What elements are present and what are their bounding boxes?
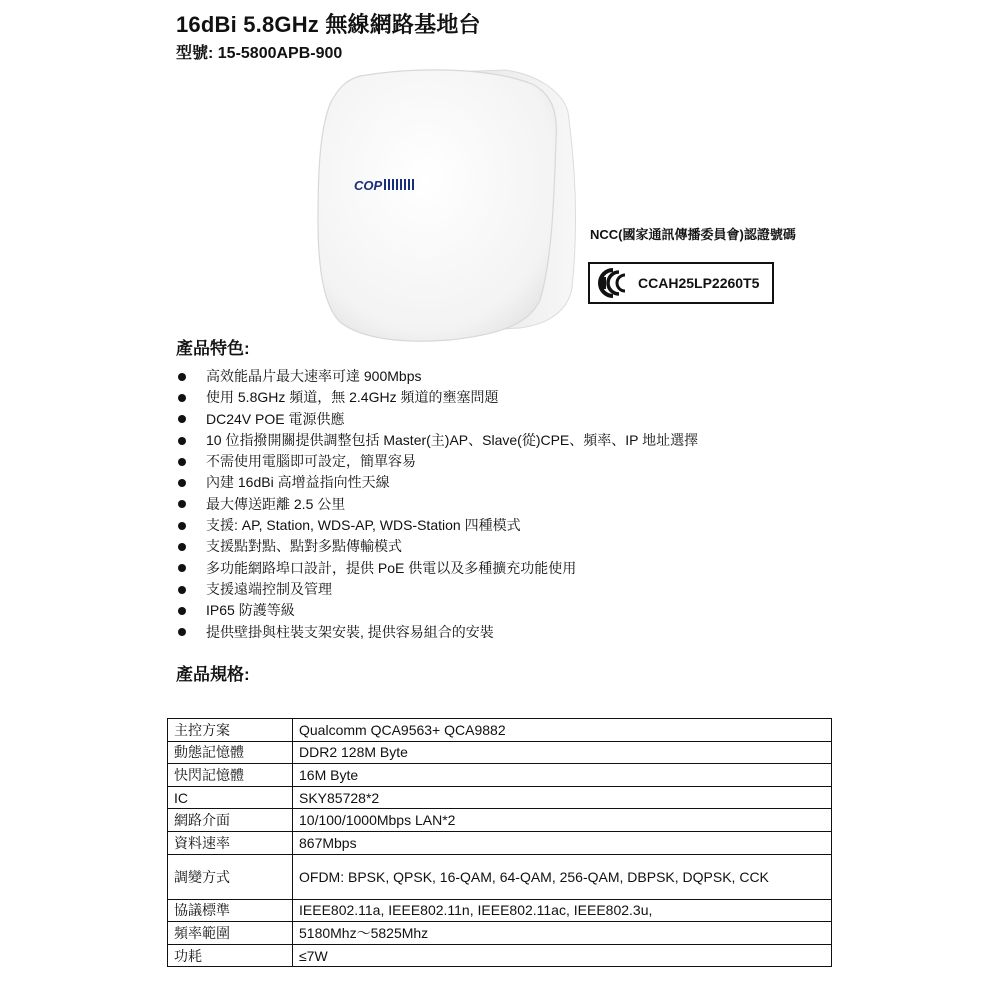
model-number: 型號: 15-5800APB-900 (176, 45, 343, 62)
spec-value: ≤7W (293, 944, 832, 967)
ncc-logo-icon (594, 266, 634, 300)
table-row (168, 764, 832, 787)
spec-value: Qualcomm QCA9563+ QCA9882 (293, 719, 832, 742)
list-item: 使用 5.8GHz 頻道，無 2.4GHz 頻道的壅塞問題 (176, 387, 698, 408)
spec-key: IC (168, 786, 293, 809)
list-item: 最大傳送距離 2.5 公里 (176, 494, 698, 515)
svg-text:COP: COP (354, 178, 383, 193)
spec-key: 快閃記憶體 (168, 764, 293, 787)
table-row (168, 719, 832, 742)
list-item: DC24V POE 電源供應 (176, 409, 698, 430)
features-list (176, 366, 698, 643)
list-item: 10 位指撥開關提供調整包括 Master(主)AP、Slave(從)CPE、頻率、IP 地址選擇 (176, 430, 698, 451)
bullet-icon (178, 543, 186, 551)
spec-value: SKY85728*2 (293, 786, 832, 809)
bullet-icon (178, 522, 186, 530)
bullet-icon (178, 564, 186, 572)
spec-value: 867Mbps (293, 831, 832, 854)
access-point-device-image (300, 60, 590, 350)
table-row (168, 831, 832, 854)
spec-key: 頻率範圍 (168, 922, 293, 945)
spec-key: 網路介面 (168, 809, 293, 832)
ncc-certificate-box (588, 262, 774, 304)
spec-value: 10/100/1000Mbps LAN*2 (293, 809, 832, 832)
bullet-icon (178, 479, 186, 487)
ncc-code: CCAH25LP2260T5 (638, 275, 760, 291)
list-item: 不需使用電腦即可設定，簡單容易 (176, 451, 698, 472)
ncc-label: NCC(國家通訊傳播委員會)認證號碼 (590, 227, 796, 242)
bullet-icon (178, 500, 186, 508)
table-row (168, 786, 832, 809)
spec-value: IEEE802.11a, IEEE802.11n, IEEE802.11ac, IEEE802.3u, (293, 899, 832, 922)
table-row (168, 854, 832, 899)
bullet-icon (178, 415, 186, 423)
spec-value: OFDM: BPSK, QPSK, 16-QAM, 64-QAM, 256-QAM, DBPSK, DQPSK, CCK (293, 854, 832, 899)
table-row (168, 944, 832, 967)
list-item: 高效能晶片最大速率可達 900Mbps (176, 366, 698, 387)
list-item: 內建 16dBi 高增益指向性天線 (176, 472, 698, 493)
bullet-icon (178, 437, 186, 445)
table-row (168, 899, 832, 922)
page-title: 16dBi 5.8GHz 無線網路基地台 (176, 12, 481, 37)
spec-value: 16M Byte (293, 764, 832, 787)
spec-key: 調變方式 (168, 854, 293, 899)
table-row (168, 741, 832, 764)
specs-heading: 產品規格: (176, 665, 250, 684)
table-row (168, 922, 832, 945)
spec-key: 動態記憶體 (168, 741, 293, 764)
spec-value: 5180Mhz～5825Mhz (293, 922, 832, 945)
list-item: 支援: AP, Station, WDS-AP, WDS-Station 四種模式 (176, 515, 698, 536)
list-item: IP65 防護等級 (176, 600, 698, 621)
list-item: 支援遠端控制及管理 (176, 579, 698, 600)
bullet-icon (178, 628, 186, 636)
spec-key: 功耗 (168, 944, 293, 967)
table-row (168, 809, 832, 832)
bullet-icon (178, 373, 186, 381)
features-heading: 產品特色: (176, 339, 250, 358)
list-item: 多功能網路埠口設計，提供 PoE 供電以及多種擴充功能使用 (176, 558, 698, 579)
spec-key: 協議標準 (168, 899, 293, 922)
spec-value: DDR2 128M Byte (293, 741, 832, 764)
bullet-icon (178, 458, 186, 466)
list-item: 支援點對點、點對多點傳輸模式 (176, 536, 698, 557)
list-item: 提供壁掛與柱裝支架安裝, 提供容易組合的安裝 (176, 622, 698, 643)
bullet-icon (178, 607, 186, 615)
spec-table (167, 718, 832, 967)
spec-key: 主控方案 (168, 719, 293, 742)
bullet-icon (178, 586, 186, 594)
spec-key: 資料速率 (168, 831, 293, 854)
bullet-icon (178, 394, 186, 402)
